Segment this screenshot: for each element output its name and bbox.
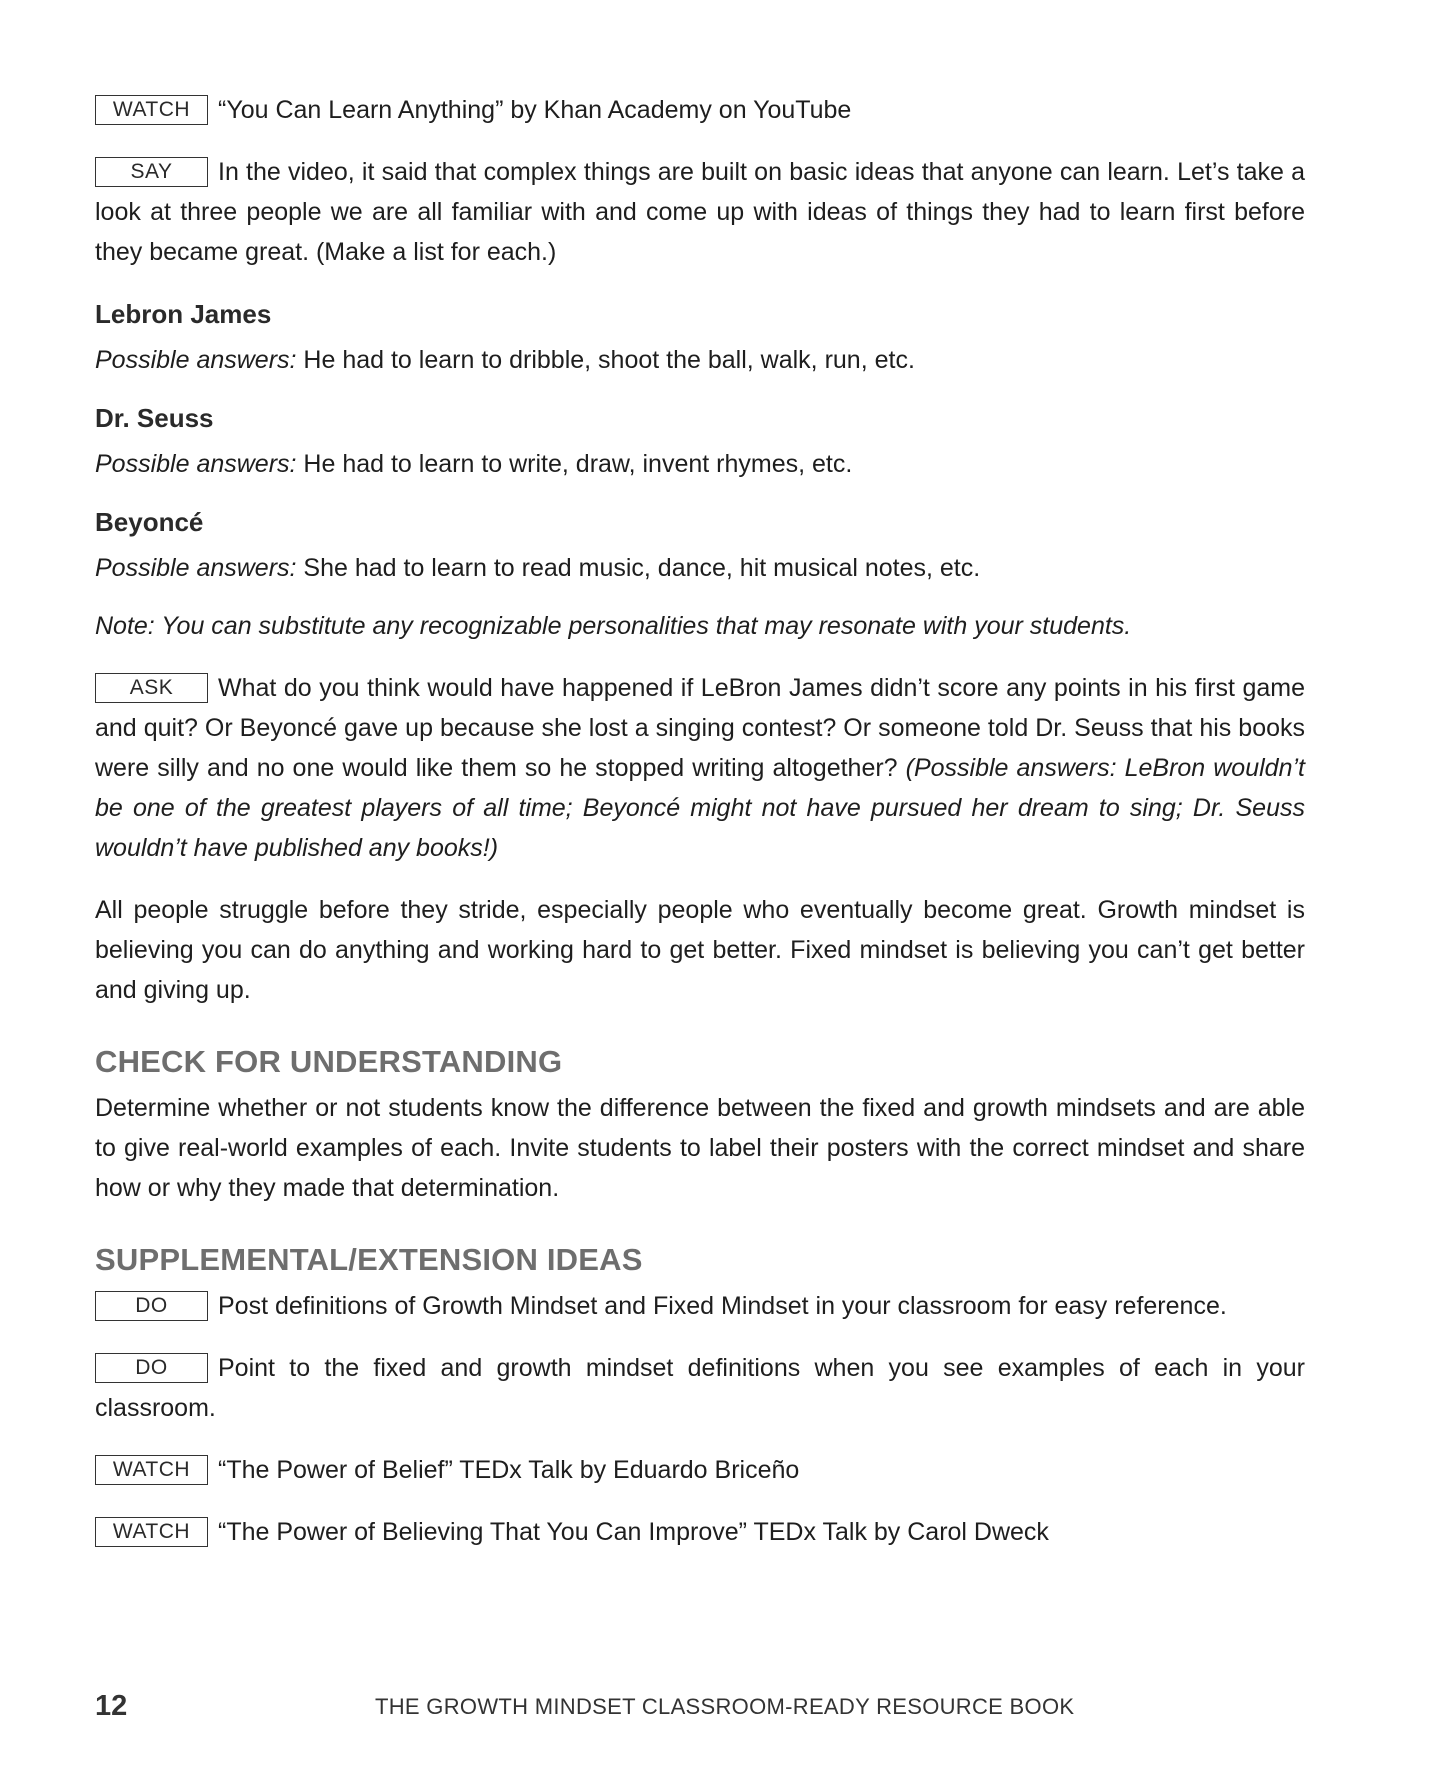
possible-answers-label: Possible answers: bbox=[95, 346, 297, 374]
answer-text: He had to learn to dribble, shoot the ball, walk, run, etc. bbox=[296, 346, 915, 374]
ask-paragraph bbox=[95, 668, 1305, 868]
watch-khan-paragraph bbox=[95, 90, 1305, 130]
page-content bbox=[95, 90, 1305, 1574]
book-title: THE GROWTH MINDSET CLASSROOM-READY RESOURCE BOOK bbox=[375, 1694, 1075, 1719]
ask-possible-answers: (Possible answers: LeBron wouldn’t be one of the greatest players of all time; Beyoncé might not have pursued her dream to sing; Dr. Seuss wouldn’t have published any books!) bbox=[95, 754, 1305, 862]
watch-tag: WATCH bbox=[95, 95, 208, 125]
watch-text-3: “The Power of Believing That You Can Improve” TEDx Talk by Carol Dweck bbox=[218, 1518, 1049, 1546]
do-paragraph-2 bbox=[95, 1348, 1305, 1428]
possible-answers-label: Possible answers: bbox=[95, 450, 297, 478]
do-text-1: Post definitions of Growth Mindset and Fixed Mindset in your classroom for easy reference. bbox=[218, 1292, 1227, 1320]
ask-tag: ASK bbox=[95, 673, 208, 703]
say-text: In the video, it said that complex things are built on basic ideas that anyone can learn. Let’s take a look at three people we are all familiar with and come up with ideas of things they had to learn first before they became great. (Make a list for each.) bbox=[95, 158, 1305, 266]
say-tag: SAY bbox=[95, 157, 208, 187]
do-tag: DO bbox=[95, 1291, 208, 1321]
watch-paragraph-3 bbox=[95, 1512, 1305, 1552]
answer-lebron bbox=[95, 340, 1305, 380]
do-tag: DO bbox=[95, 1353, 208, 1383]
do-text-2: Point to the fixed and growth mindset definitions when you see examples of each in your classroom. bbox=[95, 1354, 1305, 1422]
summary-paragraph: All people struggle before they stride, especially people who eventually become great. Growth mindset is believing you can do anything and working hard to get better. Fixed mindset is believing you can’t get better and giving up. bbox=[95, 896, 1305, 1004]
supplemental-heading: SUPPLEMENTAL/EXTENSION IDEAS bbox=[95, 1242, 643, 1277]
watch-text-2: “The Power of Belief” TEDx Talk by Eduardo Briceño bbox=[218, 1456, 800, 1484]
watch-tag: WATCH bbox=[95, 1517, 208, 1547]
possible-answers-label: Possible answers: bbox=[95, 554, 297, 582]
page-number: 12 bbox=[95, 1690, 128, 1722]
page-footer bbox=[95, 1690, 1305, 1730]
watch-khan-text: “You Can Learn Anything” by Khan Academy on YouTube bbox=[218, 96, 852, 124]
note-text: Note: You can substitute any recognizable personalities that may resonate with your students. bbox=[95, 612, 1132, 640]
check-heading: CHECK FOR UNDERSTANDING bbox=[95, 1044, 563, 1079]
do-paragraph-1 bbox=[95, 1286, 1305, 1326]
person-name-seuss: Dr. Seuss bbox=[95, 403, 214, 433]
answer-beyonce bbox=[95, 548, 1305, 588]
check-paragraph: Determine whether or not students know the difference between the fixed and growth mindsets and are able to give real-world examples of each. Invite students to label their posters with the correct mindset and share how or why they made that determination. bbox=[95, 1094, 1305, 1202]
answer-text: He had to learn to write, draw, invent rhymes, etc. bbox=[296, 450, 853, 478]
watch-tag: WATCH bbox=[95, 1455, 208, 1485]
answer-text: She had to learn to read music, dance, hit musical notes, etc. bbox=[296, 554, 981, 582]
say-paragraph bbox=[95, 152, 1305, 272]
ask-text: What do you think would have happened if LeBron James didn’t score any points in his first game and quit? Or Beyoncé gave up because she lost a singing contest? Or someone told Dr. Seuss that his books were silly and no one would like them so he stopped writing altogether? bbox=[95, 674, 1305, 782]
person-name-beyonce: Beyoncé bbox=[95, 507, 204, 537]
answer-seuss bbox=[95, 444, 1305, 484]
watch-paragraph-2 bbox=[95, 1450, 1305, 1490]
person-name-lebron: Lebron James bbox=[95, 299, 272, 329]
